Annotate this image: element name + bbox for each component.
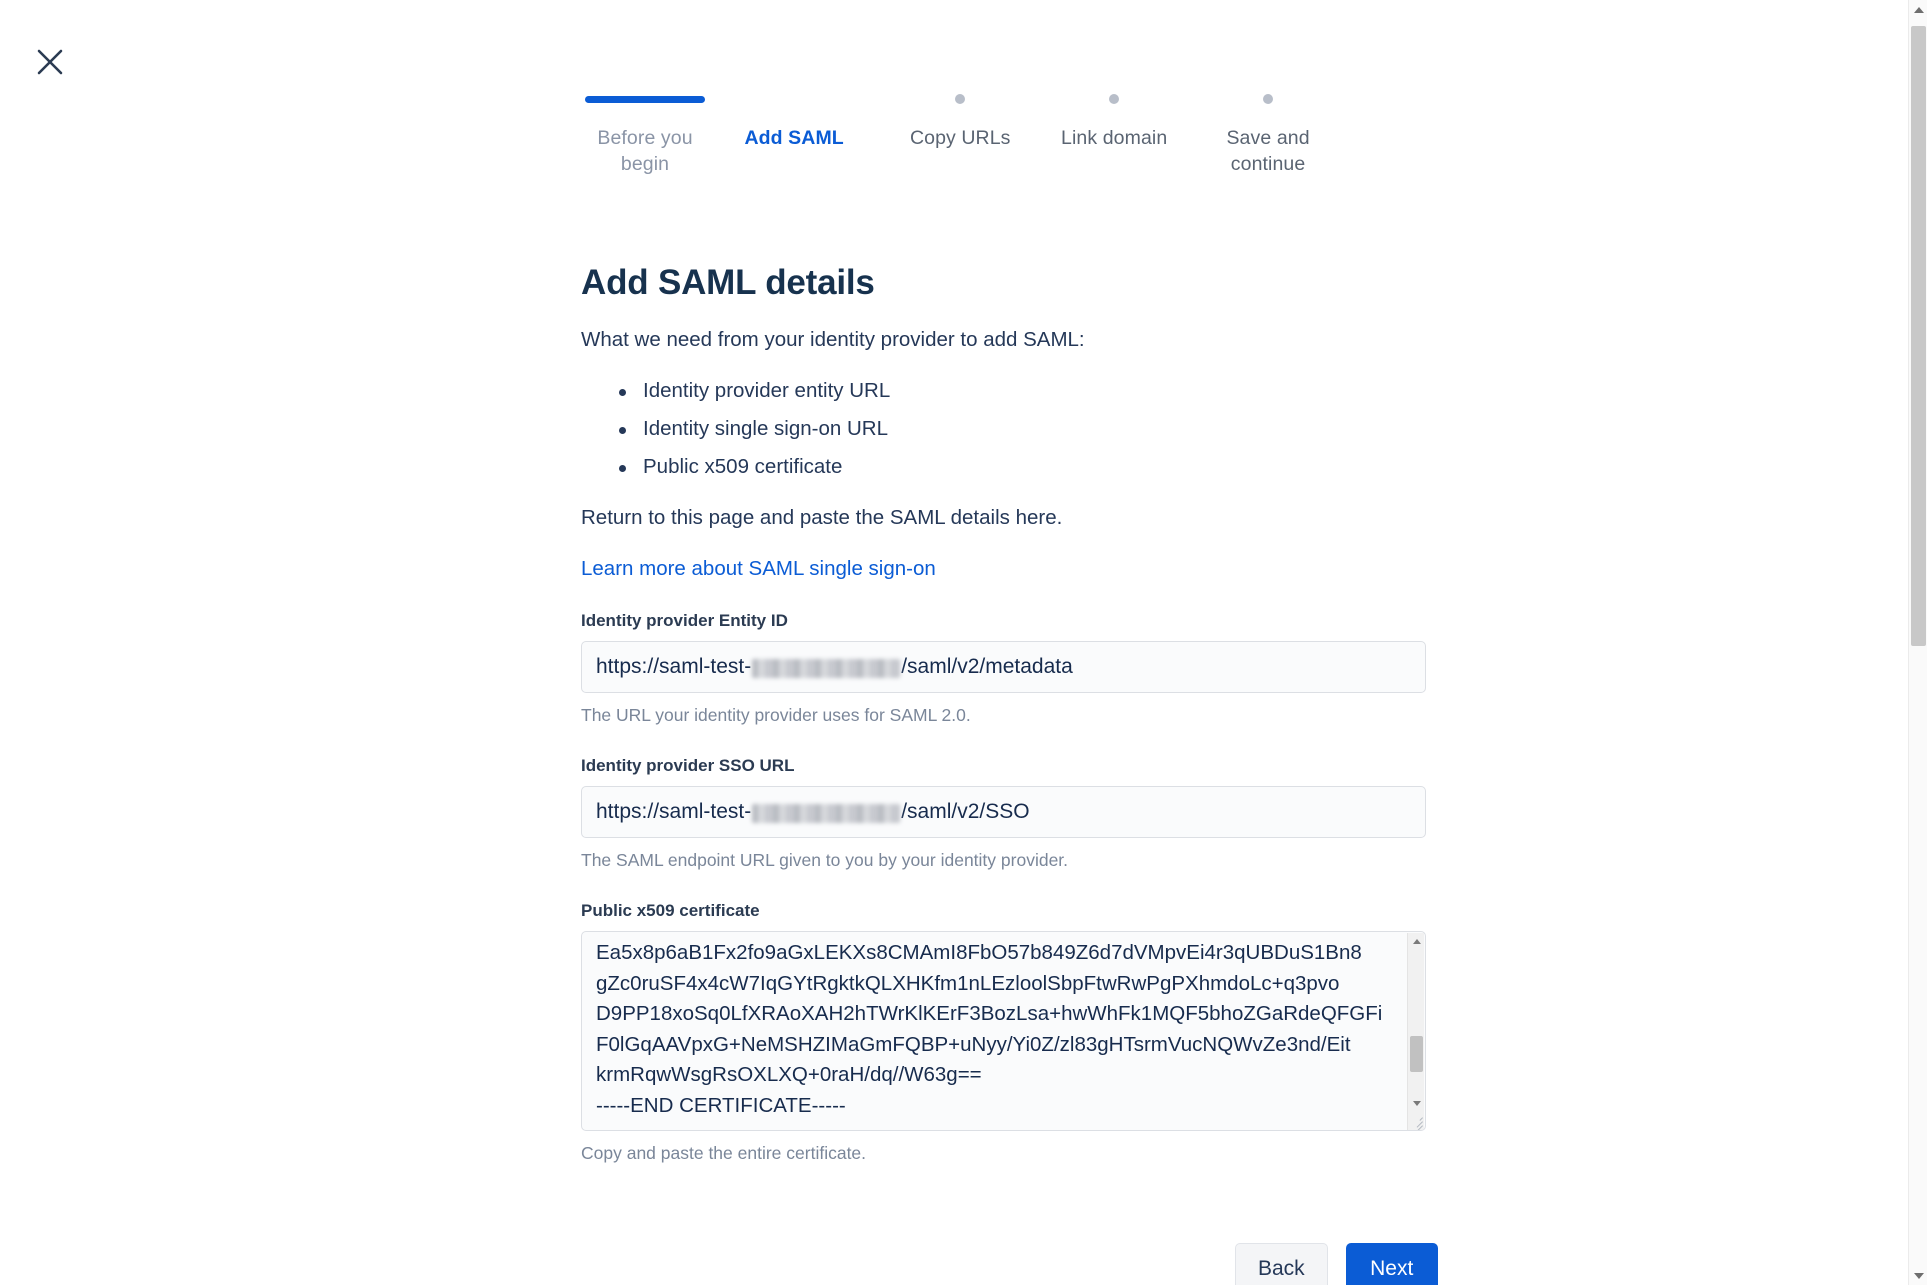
entity-id-value-prefix: https://saml-test- bbox=[596, 655, 752, 678]
sso-url-value-prefix: https://saml-test- bbox=[596, 800, 752, 823]
field-entity-id bbox=[581, 610, 1431, 727]
dialog-footer bbox=[1235, 1243, 1438, 1285]
field-help-certificate: Copy and paste the entire certificate. bbox=[581, 1143, 867, 1163]
step-dot-icon bbox=[1263, 94, 1273, 104]
step-dot-icon bbox=[1109, 94, 1119, 104]
step-dot-icon bbox=[955, 94, 965, 104]
redacted-block bbox=[752, 659, 900, 678]
field-sso-url bbox=[581, 755, 1431, 872]
step-marker-link-domain bbox=[1037, 88, 1191, 110]
sso-url-value-suffix: /saml/v2/SSO bbox=[901, 800, 1030, 823]
step-label-before-you-begin: Before you begin bbox=[597, 127, 693, 175]
field-certificate bbox=[581, 900, 1431, 1165]
cert-line: Ea5x8p6aB1Fx2fo9aGxLEKXs8CMAmI8FbO57b849Z6d7dVMpvEi4r3qUBDuS1Bn8 bbox=[596, 941, 1362, 964]
scroll-up-arrow-icon[interactable] bbox=[1408, 933, 1425, 950]
step-marker-add-saml bbox=[705, 88, 883, 110]
requirements-list bbox=[581, 372, 1431, 486]
step-marker-copy-urls bbox=[883, 88, 1037, 110]
step-add-saml[interactable] bbox=[705, 88, 883, 177]
window-scroll-up-arrow-icon[interactable] bbox=[1909, 0, 1927, 19]
list-item: Identity provider entity URL bbox=[643, 372, 1431, 410]
window-scrollbar-thumb[interactable] bbox=[1911, 26, 1926, 646]
step-marker-save-and-continue bbox=[1191, 88, 1345, 110]
step-label-link-domain: Link domain bbox=[1061, 127, 1168, 149]
field-help-entity-id: The URL your identity provider uses for SAML 2.0. bbox=[581, 705, 971, 725]
resize-handle-icon[interactable] bbox=[1409, 1114, 1423, 1128]
cert-line: D9PP18xoSq0LfXRAoXAH2hTWrKlKErF3BozLsa+hwWhFk1MQF5bhoZGaRdeQFGFi bbox=[596, 1002, 1383, 1025]
close-dialog-button[interactable] bbox=[28, 40, 72, 84]
return-note: Return to this page and paste the SAML details here. bbox=[581, 506, 1063, 529]
step-progress-bar bbox=[585, 96, 705, 103]
scrollbar-thumb[interactable] bbox=[1410, 1036, 1423, 1072]
cert-line: krmRqwWsgRsOXLXQ+0raH/dq//W63g== bbox=[596, 1063, 982, 1086]
window-scrollbar[interactable] bbox=[1908, 0, 1927, 1285]
window-scroll-down-arrow-icon[interactable] bbox=[1909, 1266, 1927, 1285]
list-item: Public x509 certificate bbox=[643, 448, 1431, 486]
step-before-you-begin[interactable] bbox=[585, 88, 705, 177]
certificate-textarea[interactable] bbox=[581, 931, 1426, 1131]
sso-url-input[interactable] bbox=[581, 786, 1426, 838]
next-button[interactable]: Next bbox=[1346, 1243, 1438, 1285]
redacted-block bbox=[752, 804, 900, 823]
page-title: Add SAML details bbox=[581, 263, 875, 302]
scroll-down-arrow-icon[interactable] bbox=[1408, 1095, 1425, 1112]
field-label-entity-id: Identity provider Entity ID bbox=[581, 611, 788, 630]
wizard-stepper bbox=[585, 88, 1345, 177]
field-label-sso-url: Identity provider SSO URL bbox=[581, 756, 795, 775]
entity-id-input[interactable] bbox=[581, 641, 1426, 693]
step-label-save-and-continue: Save and continue bbox=[1226, 127, 1310, 175]
field-label-certificate: Public x509 certificate bbox=[581, 901, 760, 920]
main-content bbox=[581, 262, 1431, 1165]
intro-text: What we need from your identity provider to add SAML: bbox=[581, 328, 1085, 351]
cert-line: -----END CERTIFICATE----- bbox=[596, 1093, 846, 1117]
cert-line: F0lGqAAVpxG+NeMSHZIMaGmFQBP+uNyy/Yi0Z/zl83gHTsrmVucNQWvZe3nd/Eit bbox=[596, 1032, 1351, 1056]
step-save-and-continue[interactable] bbox=[1191, 88, 1345, 177]
cert-line: gZc0ruSF4x4cW7IqGYtRgktkQLXHKfm1nLEzloolSbpFtwRwPgPXhmdoLc+q3pvo bbox=[596, 971, 1340, 995]
learn-more-link[interactable]: Learn more about SAML single sign-on bbox=[581, 557, 936, 580]
certificate-scrollbar[interactable] bbox=[1407, 933, 1424, 1131]
step-copy-urls[interactable] bbox=[883, 88, 1037, 177]
back-button[interactable]: Back bbox=[1235, 1243, 1328, 1285]
entity-id-value-suffix: /saml/v2/metadata bbox=[901, 655, 1073, 678]
field-help-sso-url: The SAML endpoint URL given to you by your identity provider. bbox=[581, 850, 1069, 870]
close-icon bbox=[35, 47, 65, 77]
step-link-domain[interactable] bbox=[1037, 88, 1191, 177]
list-item: Identity single sign-on URL bbox=[643, 410, 1431, 448]
step-label-add-saml: Add SAML bbox=[744, 127, 844, 149]
step-label-copy-urls: Copy URLs bbox=[909, 127, 1011, 149]
step-marker-before-you-begin bbox=[585, 88, 705, 110]
certificate-text[interactable] bbox=[582, 932, 1404, 1131]
